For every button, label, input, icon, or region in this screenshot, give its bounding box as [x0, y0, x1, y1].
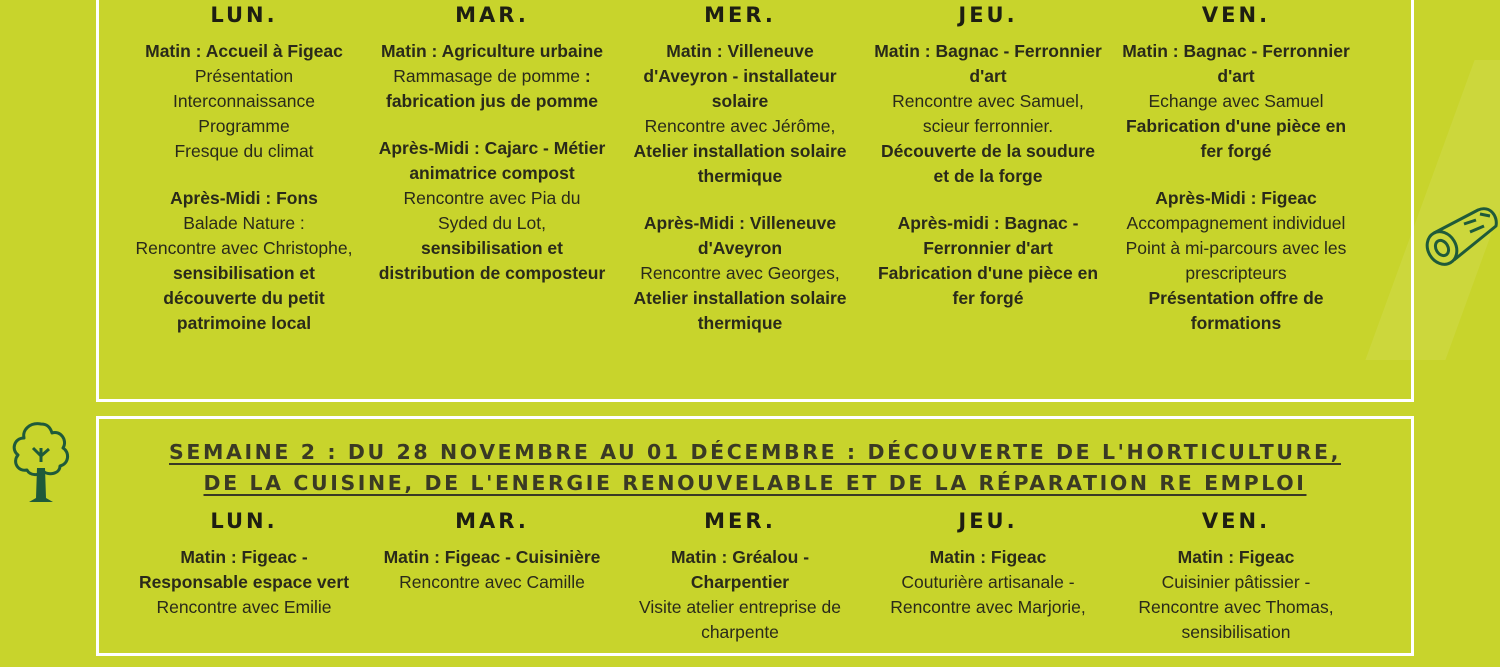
activity-highlight: Après-Midi : Fons — [170, 188, 318, 208]
activity-text: Echange avec Samuel — [1148, 91, 1324, 111]
activity-text: Rencontre avec Jérôme, — [644, 116, 836, 136]
day-column — [129, 3, 359, 358]
tree-icon — [8, 418, 74, 508]
week2-title-line1: SEMAINE 2 : DU 28 NOVEMBRE AU 01 DÉCEMBRE : DÉCOUVERTE DE L'HORTICULTURE, — [169, 440, 1341, 464]
day-label: JEU. — [958, 3, 1018, 27]
day-column — [873, 509, 1103, 667]
activity-text: Rencontre avec Samuel, scieur ferronnier. — [892, 91, 1084, 136]
activity-block — [129, 186, 359, 336]
day-label: MER. — [704, 3, 776, 27]
day-label: MAR. — [455, 3, 529, 27]
day-column — [377, 3, 607, 358]
activity-text: Rammasage de pomme — [393, 66, 581, 86]
activity-highlight: Découverte de la soudure et de la forge — [881, 141, 1095, 186]
activity-block — [873, 39, 1103, 189]
activity-highlight: Matin : Bagnac - Ferronnier d'art — [874, 41, 1102, 86]
activity-block — [1121, 186, 1351, 336]
activity-highlight: Atelier installation solaire thermique — [633, 288, 847, 333]
activity-text: Couturière artisanale - Rencontre avec Marjorie, — [890, 572, 1086, 617]
activity-block — [1121, 39, 1351, 164]
activity-block — [129, 545, 359, 620]
activity-block — [377, 136, 607, 286]
activity-highlight: Matin : Accueil à Figeac — [145, 41, 343, 61]
activity-highlight: Matin : Figeac — [929, 547, 1047, 567]
activity-text: Rencontre avec Christophe, — [135, 238, 353, 258]
day-column — [377, 509, 607, 667]
activity-text: Cuisinier pâtissier - Rencontre avec Thomas, sensibilisation — [1138, 572, 1334, 642]
activity-block — [873, 545, 1103, 620]
day-column — [1121, 3, 1351, 358]
activity-highlight: Présentation offre de formations — [1148, 288, 1324, 333]
activity-highlight: Après-midi : Bagnac - Ferronnier d'art — [897, 213, 1079, 258]
week2-panel — [96, 416, 1414, 656]
activity-highlight: Matin : Agriculture urbaine — [380, 41, 603, 61]
activity-highlight: Fabrication d'une pièce en fer forgé — [877, 263, 1099, 308]
day-label: VEN. — [1201, 3, 1271, 27]
activity-highlight: sensibilisation et distribution de composteur — [378, 238, 606, 283]
activity-highlight: : fabrication jus de pomme — [386, 66, 598, 111]
activity-highlight: Matin : Bagnac - Ferronnier d'art — [1122, 41, 1350, 86]
activity-block — [377, 545, 607, 595]
activity-text: Programme — [198, 116, 290, 136]
week1-columns — [99, 3, 1411, 358]
week2-columns — [99, 509, 1411, 667]
activity-highlight: Après-Midi : Villeneuve d'Aveyron — [643, 213, 837, 258]
activity-block — [1121, 545, 1351, 645]
day-label: MER. — [704, 509, 776, 533]
activity-block — [873, 211, 1103, 311]
activity-highlight: Matin : Gréalou - Charpentier — [670, 547, 810, 592]
day-label: LUN. — [210, 3, 278, 27]
day-column — [1121, 509, 1351, 667]
activity-text: Rencontre avec Georges, — [640, 263, 840, 283]
activity-block — [377, 39, 607, 114]
activity-block — [129, 39, 359, 164]
week2-title — [99, 437, 1411, 499]
activity-text: Visite atelier entreprise de charpente — [638, 597, 841, 642]
day-column — [873, 3, 1103, 358]
activity-block — [625, 39, 855, 189]
day-label: VEN. — [1201, 509, 1271, 533]
activity-text: Fresque du climat — [174, 141, 314, 161]
activity-text: Rencontre avec Pia du Syded du Lot, — [403, 188, 581, 233]
day-label: LUN. — [210, 509, 278, 533]
activity-highlight: Matin : Figeac - Responsable espace vert — [138, 547, 350, 592]
day-column — [129, 509, 359, 667]
activity-highlight: Matin : Figeac — [1177, 547, 1295, 567]
day-label: MAR. — [455, 509, 529, 533]
log-icon — [1420, 200, 1500, 274]
activity-highlight: Fabrication d'une pièce en fer forgé — [1125, 116, 1347, 161]
activity-text: Interconnaissance — [172, 91, 316, 111]
activity-text: Point à mi-parcours avec les prescripteurs — [1125, 238, 1347, 283]
day-column — [625, 3, 855, 358]
activity-highlight: Atelier installation solaire thermique — [633, 141, 847, 186]
activity-block — [625, 211, 855, 336]
activity-highlight: sensibilisation et découverte du petit patrimoine local — [163, 263, 325, 333]
day-column — [625, 509, 855, 667]
activity-text: Présentation — [194, 66, 294, 86]
activity-text: Balade Nature : — [183, 213, 305, 233]
week2-title-line2: DE LA CUISINE, DE L'ENERGIE RENOUVELABLE ET DE LA RÉPARATION RE EMPLOI — [203, 471, 1307, 495]
activity-block — [625, 545, 855, 645]
activity-highlight: Matin : Figeac - Cuisinière — [383, 547, 601, 567]
day-label: JEU. — [958, 509, 1018, 533]
activity-highlight: Matin : Villeneuve d'Aveyron - installateur solaire — [643, 41, 837, 111]
activity-highlight: Après-Midi : Cajarc - Métier animatrice compost — [378, 138, 606, 183]
activity-highlight: Après-Midi : Figeac — [1155, 188, 1317, 208]
activity-text: Rencontre avec Emilie — [156, 597, 332, 617]
activity-text: Rencontre avec Camille — [399, 572, 585, 592]
week1-panel — [96, 0, 1414, 402]
activity-text: Accompagnement individuel — [1126, 213, 1346, 233]
